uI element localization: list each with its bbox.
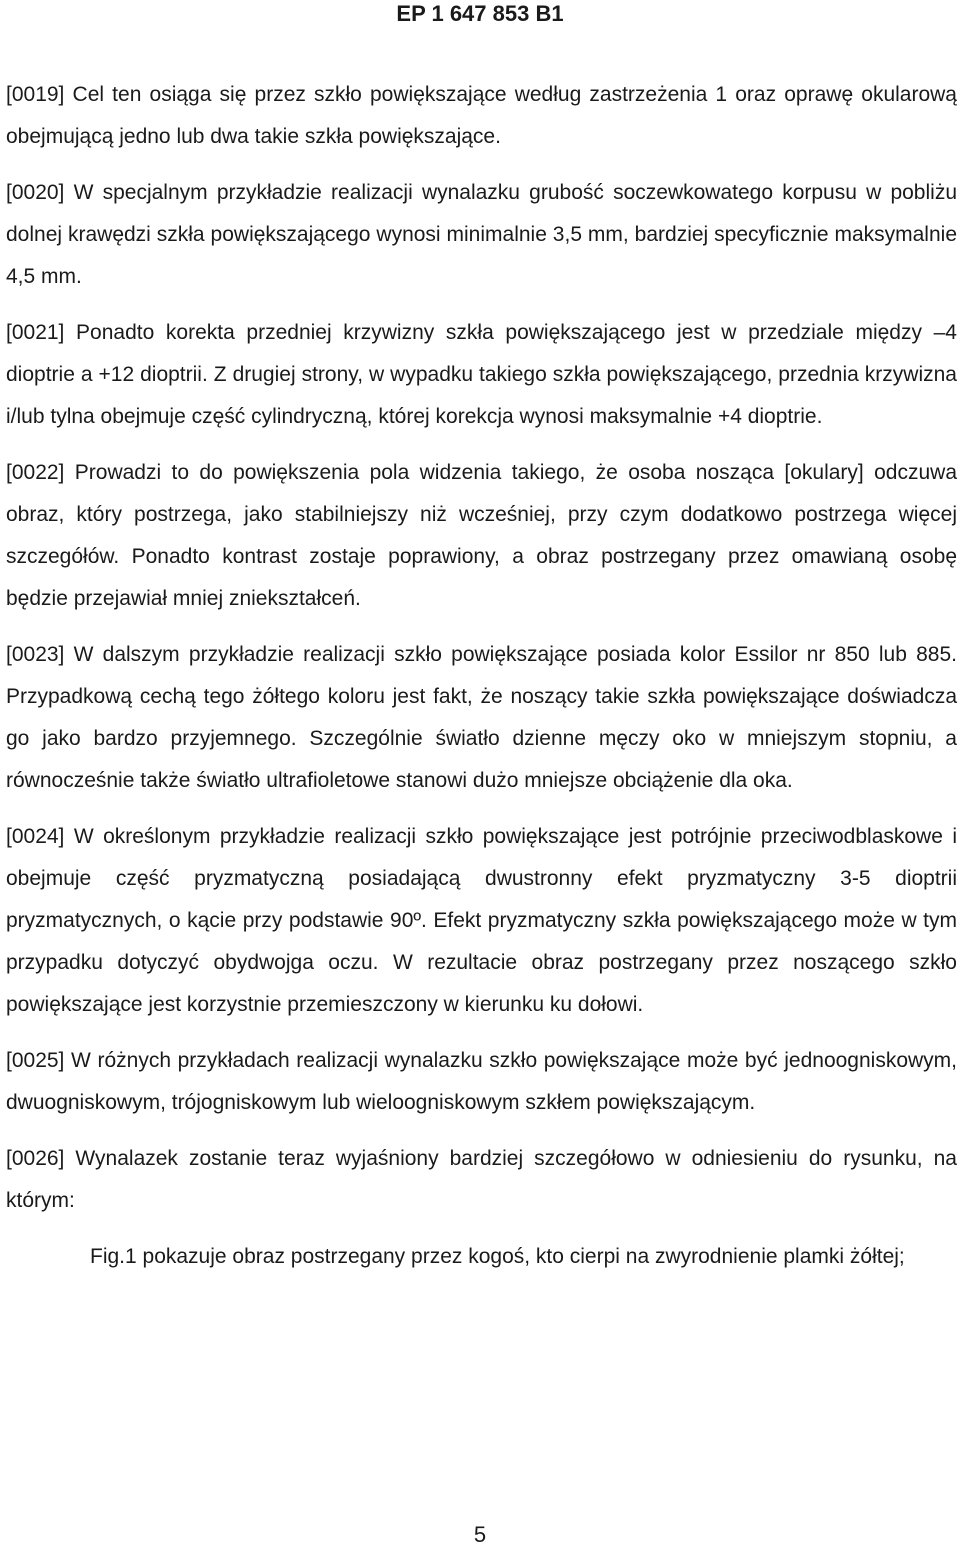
paragraph-0020 (6, 172, 957, 298)
paragraph-text: Ponadto korekta przedniej krzywizny szkła powiększającego jest w przedziale między –4 dioptrie a +12 dioptrii. Z drugiej strony, w wypadku takiego szkła powiększającego, przednia krzywizna i/lub tylna obejmuje część cylindryczną, której korekcja wynosi maksymalnie +4 dioptrie. (6, 321, 957, 428)
paragraph-0023 (6, 634, 957, 802)
figure-description-fig1: Fig.1 pokazuje obraz postrzegany przez kogoś, kto cierpi na zwyrodnienie plamki żółtej; (90, 1245, 905, 1268)
paragraph-text: W różnych przykładach realizacji wynalazku szkło powiększające może być jednoogniskowym, dwuogniskowym, trójogniskowym lub wieloogniskowym szkłem powiększającym. (6, 1049, 957, 1114)
paragraph-0024 (6, 816, 957, 1026)
document-body (6, 74, 957, 1292)
paragraph-text: Cel ten osiąga się przez szkło powiększające według zastrzeżenia 1 oraz oprawę okularową obejmującą jedno lub dwa takie szkła powiększające. (6, 83, 957, 148)
paragraph-number: [0023] (6, 643, 65, 666)
page-number: 5 (473, 1522, 487, 1547)
paragraph-number: [0020] (6, 181, 65, 204)
paragraph-number: [0026] (6, 1147, 65, 1170)
paragraph-text: Wynalazek zostanie teraz wyjaśniony bardziej szczegółowo w odniesieniu do rysunku, na którym: (6, 1147, 957, 1212)
paragraph-text: Prowadzi to do powiększenia pola widzenia takiego, że osoba nosząca [okulary] odczuwa obraz, który postrzega, jako stabilniejszy niż wcześniej, przy czym dodatkowo postrzega więcej szczegółów. Ponadto kontrast zostaje poprawiony, a obraz postrzegany przez omawianą osobę będzie przejawiał mniej zniekształceń. (6, 461, 957, 610)
document-number: EP 1 647 853 B1 (396, 1, 564, 26)
paragraph-text: W specjalnym przykładzie realizacji wynalazku grubość soczewkowatego korpusu w pobliżu dolnej krawędzi szkła powiększającego wynosi minimalnie 3,5 mm, bardziej specyficznie maksymalnie 4,5 mm. (6, 181, 957, 288)
paragraph-number: [0019] (6, 83, 65, 106)
paragraph-number: [0021] (6, 321, 65, 344)
paragraph-0026 (6, 1138, 957, 1222)
paragraph-0025 (6, 1040, 957, 1124)
paragraph-text: W określonym przykładzie realizacji szkło powiększające jest potrójnie przeciwodblaskowe i obejmuje część pryzmatyczną posiadającą dwustronny efekt pryzmatyczny 3-5 dioptrii pryzmatycznych, o kącie przy podstawie 90º. Efekt pryzmatyczny szkła powiększającego może w tym przypadku dotyczyć obydwojga oczu. W rezultacie obraz postrzegany przez noszącego szkło powiększające jest korzystnie przemieszczony w kierunku ku dołowi. (6, 825, 957, 1016)
paragraph-0022 (6, 452, 957, 620)
paragraph-number: [0022] (6, 461, 65, 484)
paragraph-text: W dalszym przykładzie realizacji szkło powiększające posiada kolor Essilor nr 850 lub 885. Przypadkową cechą tego żółtego koloru jest fakt, że noszący takie szkła powiększające doświadcza go jako bardzo przyjemnego. Szczególnie światło dzienne męczy oko w mniejszym stopniu, a równocześnie także światło ultrafioletowe stanowi dużo mniejsze obciążenie dla oka. (6, 643, 957, 792)
paragraph-0019 (6, 74, 957, 158)
paragraph-number: [0025] (6, 1049, 65, 1072)
paragraph-number: [0024] (6, 825, 65, 848)
paragraph-0021 (6, 312, 957, 438)
